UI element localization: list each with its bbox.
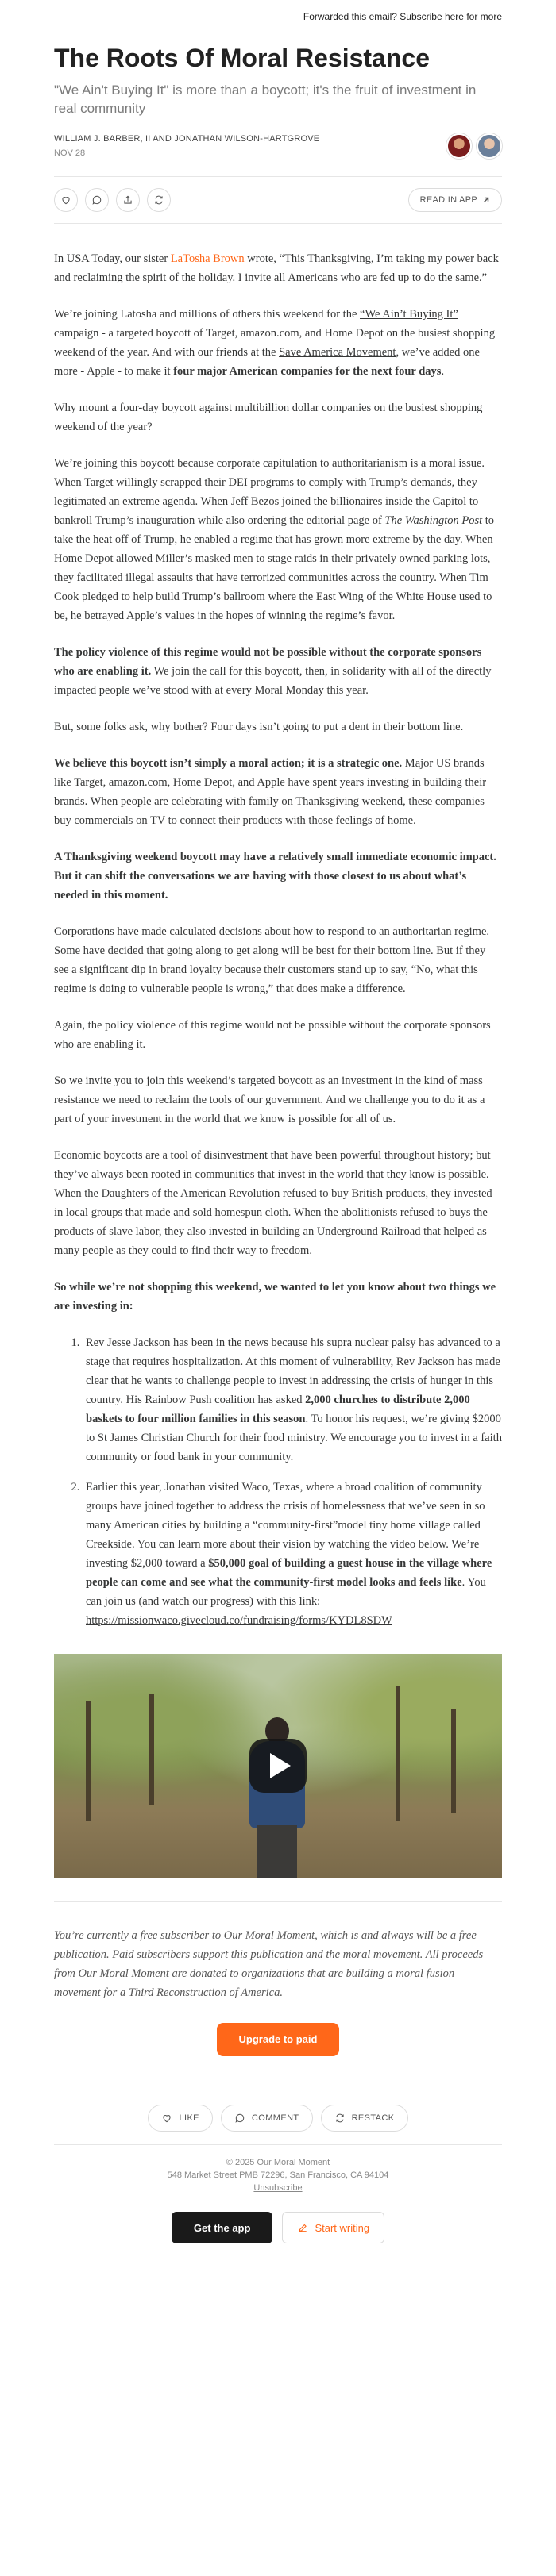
start-writing-button[interactable]: [282, 2212, 384, 2243]
forward-suffix: for more: [463, 11, 502, 22]
investment-list: [54, 1333, 502, 1630]
restack-icon: [153, 194, 164, 206]
usa-today-link[interactable]: USA Today: [66, 252, 120, 265]
avatar[interactable]: [446, 133, 472, 159]
comment-icon: [91, 194, 102, 206]
avatar[interactable]: [477, 133, 502, 159]
upgrade-button[interactable]: Upgrade to paid: [217, 2023, 340, 2056]
content-column: [54, 0, 502, 2243]
post-date: NOV 28: [54, 148, 86, 158]
comment-icon: [234, 2113, 245, 2124]
we-aint-buying-it-link[interactable]: “We Ain’t Buying It”: [360, 308, 458, 321]
video-tree: [451, 1709, 456, 1813]
read-in-app-label: READ IN APP: [419, 195, 477, 205]
video-tree: [86, 1701, 91, 1821]
app-buttons: [54, 2212, 502, 2243]
pen-icon: [297, 2222, 308, 2233]
social-actions: [54, 2082, 502, 2132]
unsubscribe-link[interactable]: Unsubscribe: [253, 2183, 303, 2193]
paragraph: The policy violence of this regime would not be possible without the corporate sponsors who are enabling it. We join the call for this boycott, then, in solidarity with all of the directly impacted people we’ve stood with at every Moral Monday this year.: [54, 646, 492, 697]
footer-restack-button[interactable]: [321, 2105, 408, 2132]
heart-icon: [161, 2113, 172, 2124]
subscribe-link[interactable]: Subscribe here: [400, 11, 464, 22]
authors[interactable]: WILLIAM J. BARBER, II AND JONATHAN WILSON-HARTGROVE: [54, 134, 320, 144]
share-button[interactable]: [116, 188, 140, 212]
latosha-brown-link[interactable]: LaTosha Brown: [170, 252, 245, 265]
paragraph: We believe this boycott isn’t simply a moral action; it is a strategic one. Major US brands like Target, amazon.com, Home Depot, and Apple have spent years investing in building their brands. When people are celebrating with family on Thanksgiving weekend, these companies buy commercials on TV to connect their products with those feelings of home.: [54, 757, 487, 827]
missionwaco-link[interactable]: https://missionwaco.givecloud.co/fundraising/forms/KYDL8SDW: [86, 1614, 392, 1627]
paragraph: But, some folks ask, why bother? Four days isn’t going to put a dent in their bottom line.: [54, 721, 464, 733]
save-america-movement-link[interactable]: Save America Movement: [279, 346, 396, 359]
paragraph: Economic boycotts are a tool of disinvestment that have been powerful throughout history; but they’ve always been rooted in communities that invest in the world that they know is possible. When the Daughters of the American Revolution refused to buy British products, they invested in local groups that made and sold homespun cloth. When the abolitionists refused to buys the products of slave labor, they also invested in building an Underground Railroad that helped as many people as they could to find their way to freedom.: [54, 1149, 492, 1257]
paragraph: So we invite you to join this weekend’s targeted boycott as an investment in the kind of mass resistance we need to reclaim the tools of our government. And we challenge you to do it as a part of your investment in the world that we know is possible for all of us.: [54, 1075, 485, 1125]
legal-footer: [54, 2144, 502, 2194]
video-tree: [149, 1694, 154, 1805]
play-icon: [270, 1753, 291, 1778]
like-label: LIKE: [179, 2113, 199, 2123]
video-embed[interactable]: [54, 1654, 502, 1878]
post-action-bar: [54, 176, 502, 224]
paragraph: So while we’re not shopping this weekend, we wanted to let you know about two things we are investing in:: [54, 1281, 496, 1313]
restack-icon: [334, 2113, 346, 2124]
mailing-address: 548 Market Street PMB 72296, San Francisco, CA 94104: [167, 2170, 389, 2180]
comment-label: COMMENT: [251, 2113, 299, 2123]
upgrade-wrap: [54, 2023, 502, 2056]
paragraph: In USA Today, our sister LaTosha Brown wrote, “This Thanksgiving, I’m taking my power back and reclaiming the spirit of the holiday. I invite all Americans who are fed up to do the same.”: [54, 252, 499, 284]
author-avatars: [446, 133, 502, 159]
comment-button[interactable]: [85, 188, 109, 212]
play-button[interactable]: [249, 1739, 307, 1793]
paragraph: We’re joining Latosha and millions of others this weekend for the “We Ain’t Buying It” campaign - a targeted boycott of Target, amazon.com, and Home Depot on the busiest shopping weekend of the year. And with our friends at the Save America Movement, we’ve added one more - Apple - to make it four major American companies for the next four days.: [54, 308, 496, 378]
paragraph: A Thanksgiving weekend boycott may have a relatively small immediate economic impact. But it can shift the conversations we are having with those closest to us about what’s needed in this moment.: [54, 851, 496, 902]
arrow-up-right-icon: [482, 196, 490, 204]
paragraph: Why mount a four-day boycott against multibillion dollar companies on the busiest shopping weekend of the year?: [54, 402, 483, 433]
divider: [54, 1901, 502, 1902]
read-in-app-button[interactable]: [408, 188, 502, 212]
start-writing-label: Start writing: [315, 2221, 370, 2234]
paragraph: Corporations have made calculated decisions about how to respond to an authoritarian regime. Some have decided that going along to get along will be best for their bottom line. But if they see a significant dip in brand loyalty because their customers stand up to say, “No, what this regime is doing to vulnerable people is wrong,” that does make a difference.: [54, 925, 490, 995]
like-button[interactable]: [54, 188, 78, 212]
subscriber-note: You’re currently a free subscriber to Our Moral Moment, which is and always will be a free publication. Paid subscribers support this publication and the moral movement. All proceeds from Our Moral Moment are donated to organizations that are building a moral fusion movement for a Third Reconstruction of America.: [54, 1929, 484, 1999]
post-body: [54, 249, 502, 1630]
post-action-icons: [54, 188, 171, 212]
footer-comment-button[interactable]: [221, 2105, 313, 2132]
forward-text: Forwarded this email?: [303, 11, 400, 22]
restack-label: RESTACK: [351, 2113, 395, 2123]
list-item: 1. Rev Jesse Jackson has been in the news because his supra nuclear palsy has advanced to a stage that requires hospitalization. At this moment of vulnerability, Rev Jackson has made clear that he wants to challenge people to invest in addressing the crisis of hunger in this country. His Rainbow Push coalition has asked 2,000 churches to distribute 2,000 baskets to four million families in this season. To honor his request, we’re giving $2000 to St James Christian Church for their food ministry. We encourage you to invest in a faith community or food bank in your community.: [83, 1333, 502, 1467]
video-tree: [396, 1686, 400, 1821]
paragraph: Again, the policy violence of this regime would not be possible without the corporate sponsors who are enabling it.: [54, 1019, 491, 1051]
byline: [54, 133, 502, 159]
get-the-app-button[interactable]: Get the app: [172, 2212, 273, 2243]
list-item: 2. Earlier this year, Jonathan visited Waco, Texas, where a broad coalition of community groups have joined together to address the crisis of homelessness that we’ve seen in so many American cities by building a “community-first”model tiny home village called Creekside. You can learn more about their vision by watching the video below. We’re investing $2,000 toward a $50,000 goal of building a guest house in the village where people can come and see what the community-first model looks and feels like. You can join us (and watch our progress) with this link: https://missionwaco.givecloud.co/fundraising/forms/KYDL8SDW: [83, 1478, 502, 1630]
heart-icon: [60, 194, 71, 206]
restack-button[interactable]: [147, 188, 171, 212]
share-icon: [122, 194, 133, 206]
post-subtitle: "We Ain't Buying It" is more than a boycott; it's the fruit of investment in real community: [54, 83, 477, 116]
forward-banner: [54, 0, 502, 27]
post-title[interactable]: The Roots Of Moral Resistance: [54, 44, 430, 72]
paragraph: We’re joining this boycott because corporate capitulation to authoritarianism is a moral issue. When Target willingly scrapped their DEI programs to comply with Trump’s demands, they legitimated an extreme agenda. When Jeff Bezos joined the billionaires inside the Capitol to bankroll Trump’s inauguration while also ordering the editorial page of The Washington Post to take the heat off of Trump, he enabled a regime that has grown more extreme by the day. When Home Depot allowed Miller’s masked men to stage raids in their privately owned parking lots, they facilitated illegal assaults that have terrorized communities across the country. When Tim Cook pledged to help build Trump’s ballroom where the East Wing of the White House used to be, he betrayed Apple’s values in the hopes of winning the regime’s favor.: [54, 457, 495, 622]
footer-like-button[interactable]: [148, 2105, 212, 2132]
copyright: © 2025 Our Moral Moment: [226, 2158, 330, 2167]
